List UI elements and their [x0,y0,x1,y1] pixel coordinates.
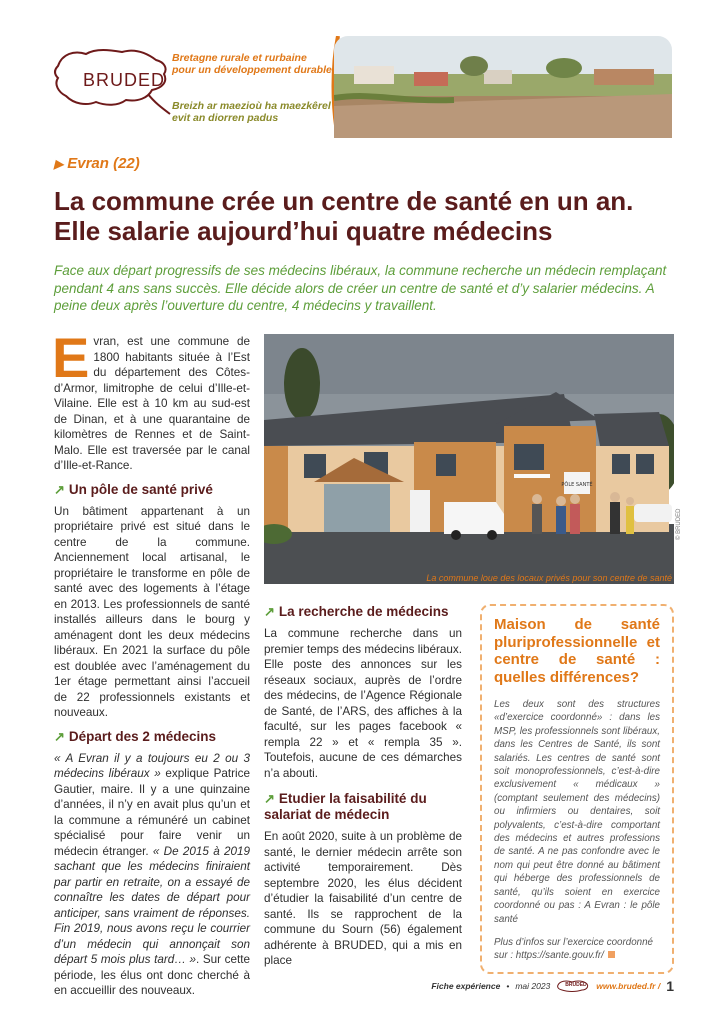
tagline: Bretagne rurale et rurbaine pour un développement durable [172,52,332,76]
lead-paragraph: Face aux départ progressifs de ses médecins libéraux, la commune recherche un médecin remplaçant pendant 4 ans sans succès. Elle décide alors de créer un centre de santé et d’y salarier médecins. A peine deux après l’ouverture du centre, 4 médecins y travaillent. [54,263,667,313]
page-number: 1 [666,978,674,994]
page-footer [420,978,674,994]
info-box-link[interactable]: Plus d’infos sur l’exercice coordonné sur : https://sante.gouv.fr/ [494,936,654,962]
info-box-body: Les deux sont des structures «d’exercice coordonné» : dans les MSP, les professionnels sont libéraux, dans les Centres de Santé, ils sont salariés. Les centres de santé sont soit monoprofessionnels, c’est-à-dire exclusivement « médicaux » (comptant seulement des médecins) ou infirmiers ou dentaires, soit polyvalents, c’est-à-dire comportant des médecins et autres professions de santé. A ne pas confondre avec le nom qui peut être donné au bâtiment qui héberge des professionnels de santé, qu’ils soient en exercice coordonné ou pas : A Evran : le pôle santé [494,699,660,925]
section-text-pole: Un bâtiment appartenant à un propriétaire privé est situé dans le centre de la commune. Anciennement local artisanal, le propriétaire le transforme en pôle de santé avec des logements à l’étage en 2013. Les professionnels de santé installés ailleurs dans le bourg y aménagent dont les deux médecins libéraux. En 2021 la surface du pôle est doublée avec l’aménagement du 1er étage permettant ainsi l’accueil de 22 professionnels existants et nouveaux. [54,504,250,719]
triangle-icon: ▶ [54,157,64,171]
column-left [52,326,250,999]
arrow-icon: ↗ [54,728,65,744]
footer-label: Fiche expérience [431,981,501,991]
footer-url[interactable]: www.bruded.fr / [596,981,661,991]
intro-paragraph: Evran, est une commune de 1800 habitants située à l’Est du département des Côtes-d’Armor, limitrophe de celui d’Ille-et-Vilaine. Elle est à 10 km au sud-est de Dinan, et à une quarantaine de kilomètres de Rennes et de Saint-Malo. Elle est traversée par le canal d’Ille-et-Rance. [52,326,250,472]
column-middle [264,604,462,969]
section-text-faisabilite: En août 2020, suite à un problème de santé, le dernier médecin arrête son activité temporairement. Dès septembre 2020, les élus décident d’étudier la faisabilité d’un centre de santé. Ils se rapprochent de la commune du Sourn (56) également adhérente à BRUDED, qui a mis en place [264,830,462,967]
header-landscape-photo [334,36,672,138]
footer-date: mai 2023 [515,981,551,991]
square-bullet-icon [608,951,615,958]
dropcap: E [52,326,90,389]
photo-caption: La commune loue des locaux privés pour son centre de santé [426,573,672,583]
section-heading-depart: ↗ Départ des 2 médecins [54,728,216,744]
arrow-icon: ↗ [54,481,65,497]
location-label: ▶ Evran (22) [54,155,140,172]
photo-credit: © BRUDED [676,508,682,540]
section-text-recherche: La commune recherche dans un premier temps des médecins libéraux. Elle poste des annonces sur les réseaux sociaux, auprès de l’ordre des médecins, de l’Agence Régionale de Santé, de l’ARS, des affiches à la faculté, sur les pages facebook « rempla 22 » et « rempla 35 ». Toutefois, aucune de ces démarches n’a abouti. [264,627,462,780]
health-center-photo [264,334,674,584]
arrow-icon: ↗ [264,604,275,619]
footer-bullet: • [506,981,510,991]
info-box-title: Maison de santé pluriprofessionnelle et centre de santé : quelles différences? [494,616,660,686]
tagline-breton: Breizh ar maezioù ha maezkêrel evit an diorren padus [172,100,331,124]
logo-text: BRUDED [83,70,166,90]
arrow-icon: ↗ [264,791,275,806]
section-heading-pole: ↗ Un pôle de santé privé [54,481,213,497]
section-heading-recherche: ↗ La recherche de médecins [264,604,449,619]
section-heading-faisabilite: ↗ Etudier la faisabilité du salariat de médecin [264,791,427,822]
info-box [480,604,674,974]
footer-logo: BRUDED [556,979,590,993]
bruded-logo [52,44,172,120]
photo-sign: PÔLE SANTÉ [561,482,593,488]
page-title: La commune crée un centre de santé en un an. Elle salarie aujourd’hui quatre médecins [54,186,634,246]
section-text-depart: « A Evran il y a toujours eu 2 ou 3 médecins libéraux » explique Patrice Gautier, maire. Il y a une quinzaine d’années, il n’y en avait plus qu’un et la commune a rémunéré un cabinet spécialisé pour faire venir un médecin étranger. « De 2015 à 2019 sachant que les médecins finiraient par partir en retraite, on a essayé de connaître les dates de départ pour anticiper, sans vraiment de réponses. Fin 2019, nous avons reçu le courrier d’un médecin qui annonçait son départ 5 mois plus tard… ». Sur cette période, les élus ont donc cherché à en accueillir des nouveaux. [54,751,250,997]
